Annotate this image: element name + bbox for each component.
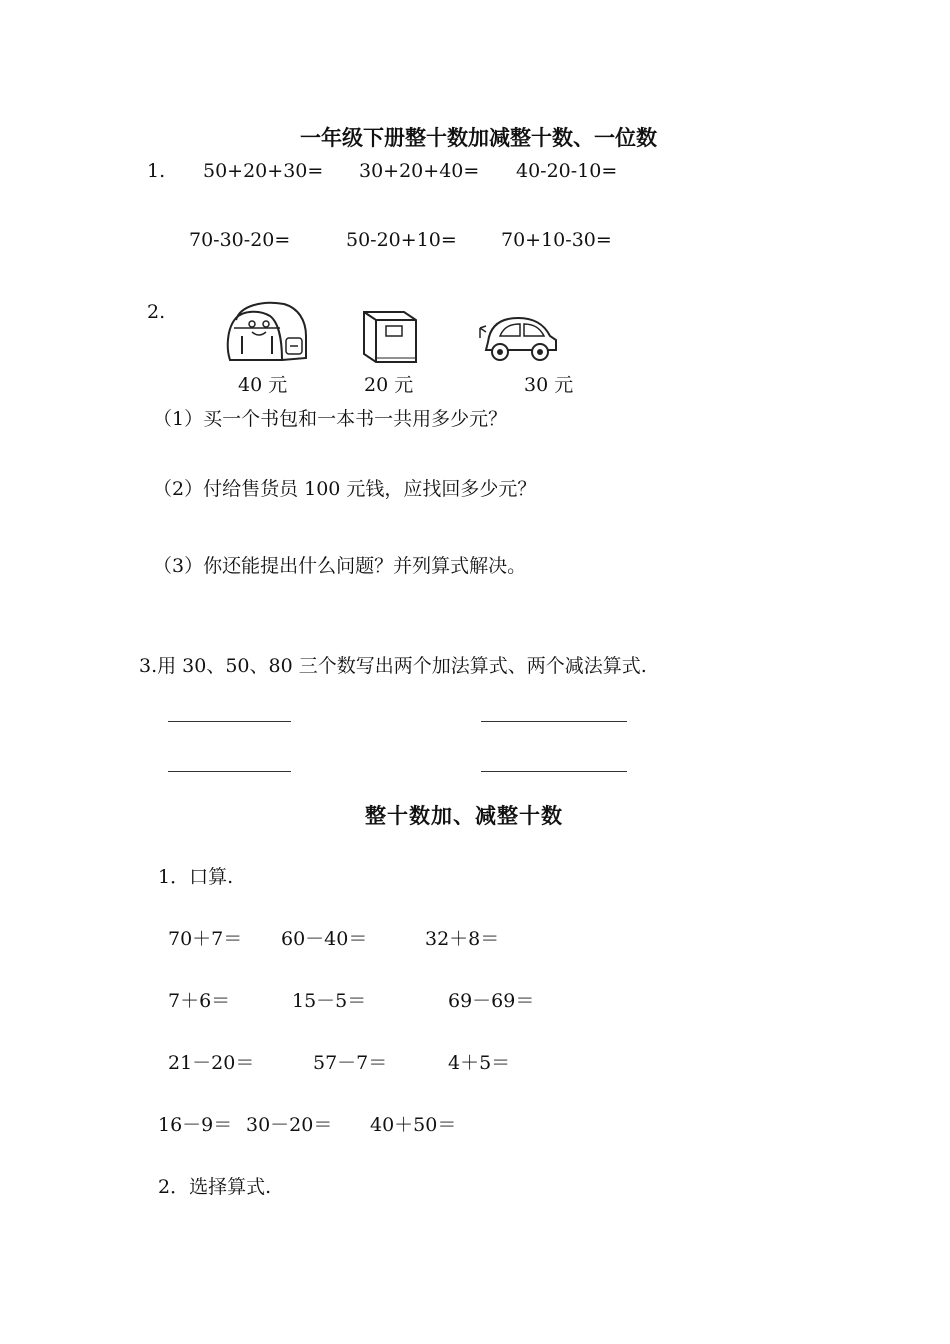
equation: 70+10-30=: [501, 229, 612, 251]
backpack-icon: [222, 298, 314, 368]
answer-blank[interactable]: [481, 771, 627, 772]
toy-car-icon: [478, 310, 560, 364]
toy-car-price: 30 元: [524, 374, 574, 396]
answer-blank[interactable]: [168, 721, 291, 722]
equation: 70-30-20=: [189, 229, 291, 251]
book-icon: [360, 308, 420, 366]
equation: 15－5＝: [292, 990, 367, 1012]
answer-blank[interactable]: [168, 771, 291, 772]
equation: 40＋50＝: [370, 1114, 457, 1136]
question-1-number: 1.: [147, 160, 166, 182]
equation: 32＋8＝: [425, 928, 500, 950]
mental-math-label: 1．口算.: [158, 866, 234, 888]
sub-question-3: （3）你还能提出什么问题？并列算式解决。: [153, 555, 527, 577]
equation: 40-20-10=: [516, 160, 618, 182]
section-title: 整十数加、减整十数: [365, 804, 563, 828]
page-title: 一年级下册整十数加减整十数、一位数: [300, 126, 657, 150]
book-price: 20 元: [364, 374, 414, 396]
question-3-text: 3.用 30、50、80 三个数写出两个加法算式、两个减法算式.: [139, 655, 647, 677]
equation: 7＋6＝: [168, 990, 231, 1012]
equation: 57－7＝: [313, 1052, 388, 1074]
backpack-price: 40 元: [238, 374, 288, 396]
equation: 69－69＝: [448, 990, 535, 1012]
equation: 4＋5＝: [448, 1052, 511, 1074]
equation: 50-20+10=: [346, 229, 457, 251]
sub-question-1: （1）买一个书包和一本书一共用多少元？: [153, 408, 508, 430]
equation: 16－9＝: [158, 1114, 233, 1136]
equation: 50+20+30=: [203, 160, 324, 182]
sub-question-2: （2）付给售货员 100 元钱，应找回多少元？: [153, 478, 537, 500]
choose-equation-label: 2．选择算式.: [158, 1176, 272, 1198]
equation: 60－40＝: [281, 928, 368, 950]
question-2-number: 2.: [147, 301, 166, 323]
equation: 30+20+40=: [359, 160, 480, 182]
equation: 30－20＝: [246, 1114, 333, 1136]
equation: 21－20＝: [168, 1052, 255, 1074]
equation: 70＋7＝: [168, 928, 243, 950]
answer-blank[interactable]: [481, 721, 627, 722]
